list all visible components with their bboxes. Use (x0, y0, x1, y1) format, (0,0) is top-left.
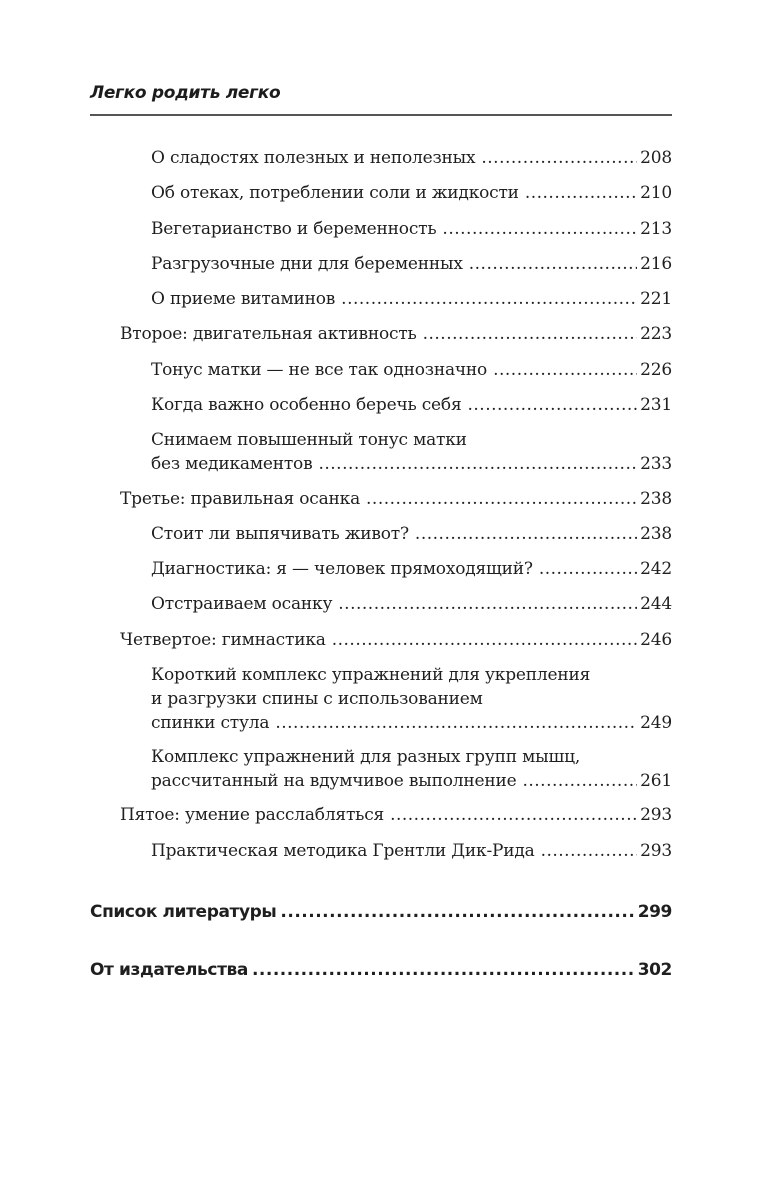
dot-leader (469, 252, 637, 276)
toc-entry-line (90, 900, 672, 924)
dot-leader (481, 146, 637, 170)
toc-page-number: 221 (640, 289, 672, 309)
toc-page-number: 213 (640, 219, 672, 239)
toc-entry-title: От издательства (90, 960, 248, 980)
dot-leader (493, 358, 637, 382)
toc-entry-title-line: Короткий комплекс упражнений для укрепления (151, 665, 591, 685)
toc-entry-title: Отстраиваем осанку (151, 594, 333, 614)
toc-subentry (151, 358, 672, 382)
toc-entry-title: Стоит ли выпячивать живот? (151, 524, 409, 544)
toc-chapter-entry (120, 628, 672, 652)
dot-leader (390, 803, 637, 827)
toc-entry-title: рассчитанный на вдумчивое выполнение (151, 771, 517, 791)
dot-leader (332, 628, 637, 652)
toc-page-number: 293 (640, 841, 672, 861)
toc-page-number: 223 (640, 324, 672, 344)
dot-leader (252, 958, 635, 982)
toc-entry-line (151, 839, 672, 863)
toc-entry-title: Диагностика: я — человек прямоходящий? (151, 559, 533, 579)
dot-leader (366, 487, 637, 511)
toc-entry-title: Практическая методика Грентли Дик-Рида (151, 841, 535, 861)
toc-entry-title-line: и разгрузки спины с использованием (151, 689, 483, 709)
toc-page-number: 299 (637, 902, 672, 922)
toc-entry-title: Третье: правильная осанка (120, 489, 361, 509)
running-title: Легко родить легко (90, 83, 281, 103)
toc-entry-title: Когда важно особенно беречь себя (151, 395, 462, 415)
toc-entry-line (151, 287, 672, 311)
toc-page-number: 226 (640, 360, 672, 380)
toc-chapter-entry (120, 322, 672, 346)
dot-leader (415, 522, 637, 546)
toc-section-entry (90, 958, 672, 982)
toc-entry-title: О сладостях полезных и неполезных (151, 148, 476, 168)
toc-entry-line (151, 711, 672, 735)
toc-page-number: 261 (640, 771, 672, 791)
toc-subentry (151, 592, 672, 616)
toc-entry-line (151, 252, 672, 276)
toc-chapter-entry (120, 803, 672, 827)
toc-entry-line (120, 803, 672, 827)
toc-subentry (151, 252, 672, 276)
dot-leader (525, 181, 637, 205)
dot-leader (442, 217, 637, 241)
toc-entry-line (151, 181, 672, 205)
toc-entry-title: спинки стула (151, 713, 270, 733)
toc-page-number: 210 (640, 183, 672, 203)
toc-page-number: 231 (640, 395, 672, 415)
toc-entry-line (151, 146, 672, 170)
toc-entry-title-line: Снимаем повышенный тонус матки (151, 430, 467, 450)
toc-subentry (151, 287, 672, 311)
toc-subentry (151, 663, 672, 735)
toc-page-number: 216 (640, 254, 672, 274)
toc-page-number: 302 (637, 960, 672, 980)
toc-entry-line (151, 217, 672, 241)
toc-section-entry (90, 900, 672, 924)
toc-entry-title: О приеме витаминов (151, 289, 336, 309)
toc-entry-line (120, 487, 672, 511)
toc-subentry (151, 393, 672, 417)
toc-entry-line (151, 769, 672, 793)
dot-leader (338, 592, 637, 616)
toc-entry-title: Тонус матки — не все так однозначно (151, 360, 488, 380)
toc-entry-line (120, 628, 672, 652)
toc-page-number: 242 (640, 559, 672, 579)
toc-subentry (151, 217, 672, 241)
toc-page-number: 233 (640, 454, 672, 474)
toc-page-number: 208 (640, 148, 672, 168)
toc-subentry (151, 428, 672, 476)
toc-entry-title: Пятое: умение расслабляться (120, 805, 385, 825)
toc-page-number: 238 (640, 524, 672, 544)
dot-leader (280, 900, 634, 924)
toc-entry-line (90, 958, 672, 982)
toc-entry-title: Список литературы (90, 902, 277, 922)
dot-leader (423, 322, 638, 346)
toc-entry-line (120, 322, 672, 346)
toc-entry-line (151, 522, 672, 546)
toc-subentry (151, 181, 672, 205)
toc-entry-title: без медикаментов (151, 454, 313, 474)
dot-leader (318, 452, 637, 476)
toc-entry-title: Разгрузочные дни для беременных (151, 254, 463, 274)
toc-entry-line (151, 557, 672, 581)
toc-entry-line (151, 592, 672, 616)
toc-page-number: 238 (640, 489, 672, 509)
dot-leader (467, 393, 637, 417)
dot-leader (541, 839, 638, 863)
toc-subentry (151, 557, 672, 581)
toc-subentry (151, 839, 672, 863)
toc-page-number: 249 (640, 713, 672, 733)
dot-leader (522, 769, 637, 793)
toc-subentry (151, 745, 672, 793)
toc-entry-line (151, 393, 672, 417)
toc-subentry (151, 522, 672, 546)
toc-entry-line (151, 452, 672, 476)
toc-entry-title: Вегетарианство и беременность (151, 219, 437, 239)
dot-leader (539, 557, 637, 581)
toc-chapter-entry (120, 487, 672, 511)
toc-entry-title: Второе: двигательная активность (120, 324, 417, 344)
toc-entry-title: Об отеках, потреблении соли и жидкости (151, 183, 519, 203)
toc-entry-line (151, 358, 672, 382)
toc-page-number: 244 (640, 594, 672, 614)
toc-entry-title-line: Комплекс упражнений для разных групп мышц, (151, 747, 581, 767)
toc-entry-title: Четвертое: гимнастика (120, 630, 326, 650)
toc-page-number: 246 (640, 630, 672, 650)
toc-page-number: 293 (640, 805, 672, 825)
toc-subentry (151, 146, 672, 170)
dot-leader (275, 711, 637, 735)
dot-leader (341, 287, 637, 311)
